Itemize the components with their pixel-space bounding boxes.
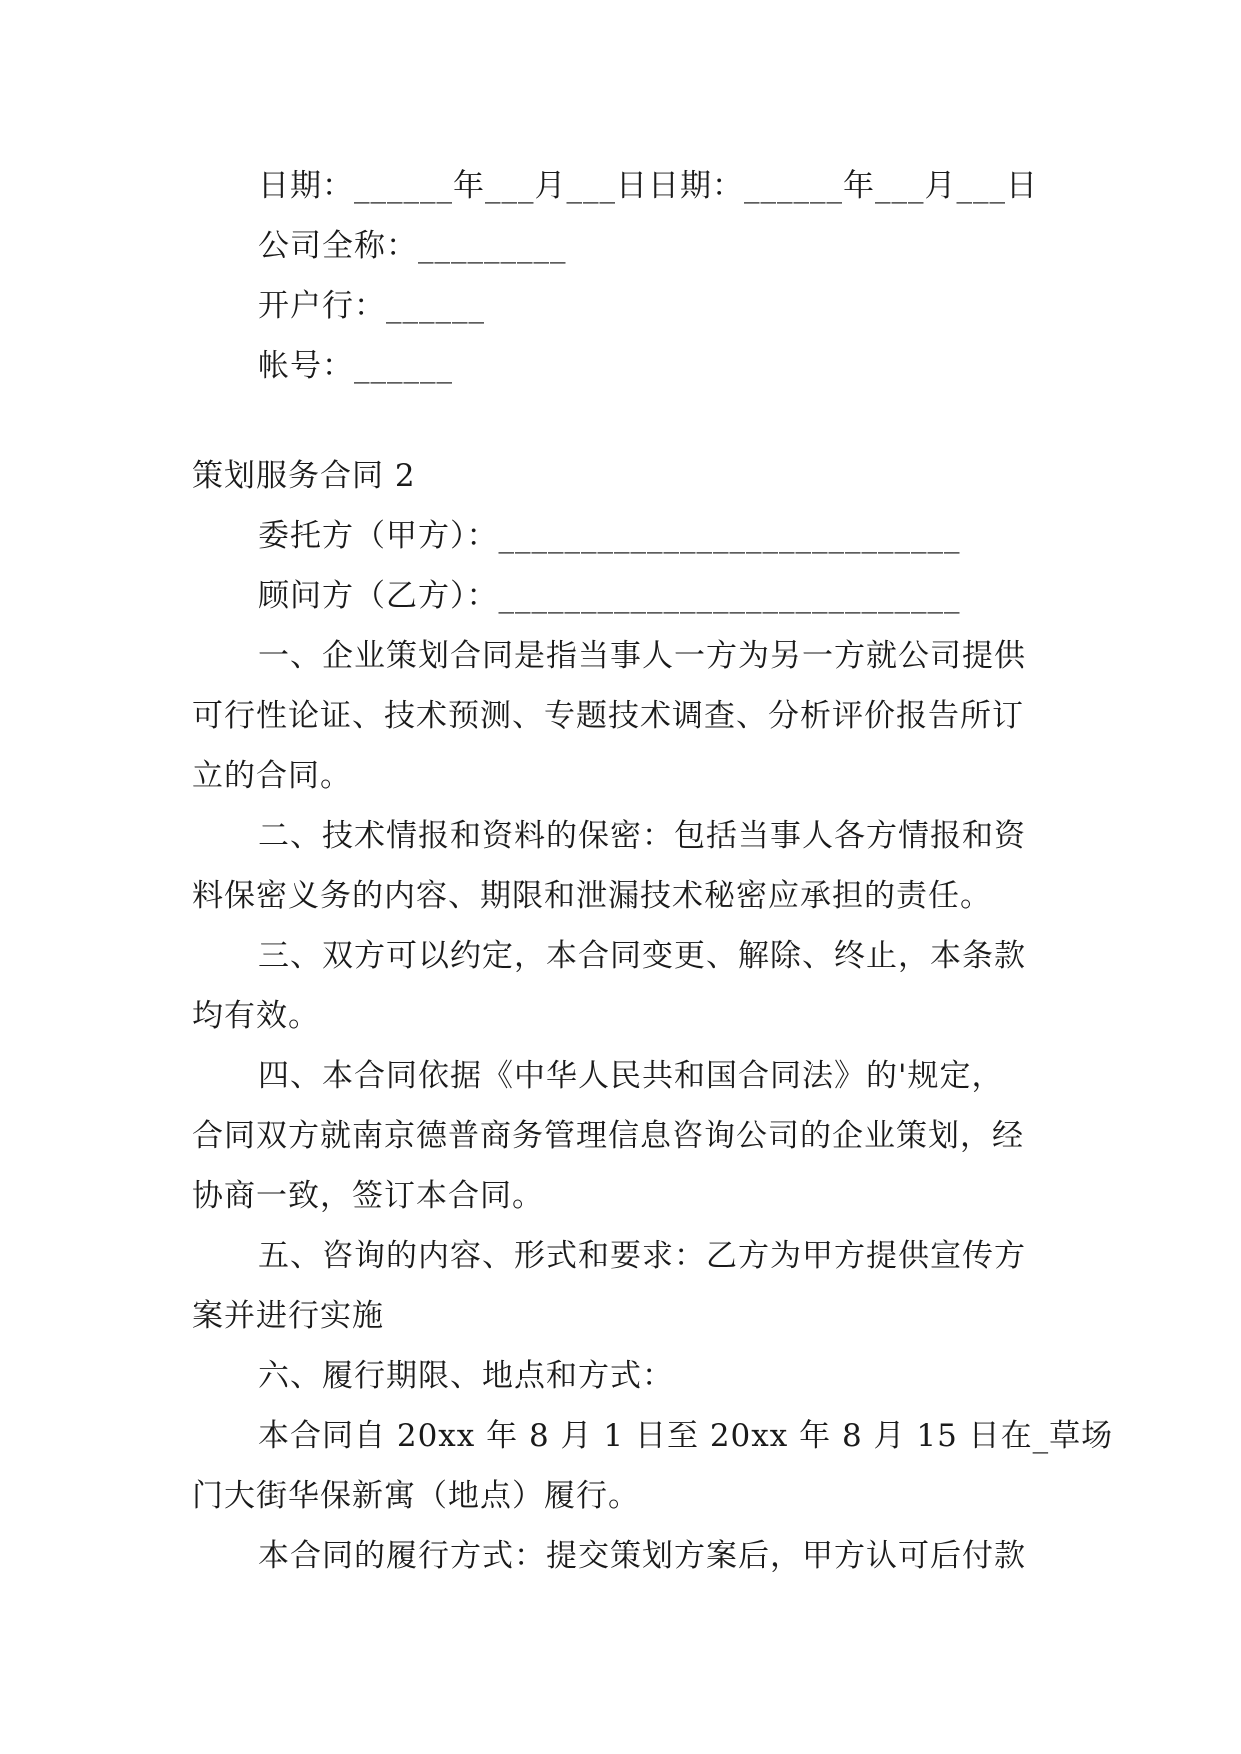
clause-3-line-1: 三、双方可以约定，本合同变更、解除、终止，本条款 bbox=[258, 938, 1026, 974]
company-name-line: 公司全称：_________ bbox=[258, 228, 567, 264]
clause-2-line-1: 二、技术情报和资料的保密：包括当事人各方情报和资 bbox=[258, 818, 1026, 854]
account-line: 帐号：______ bbox=[258, 348, 453, 384]
clause-3-line-2: 均有效。 bbox=[192, 998, 320, 1034]
payment-method-line: 本合同的履行方式：提交策划方案后，甲方认可后付款 bbox=[258, 1538, 1026, 1574]
clause-2-line-2: 料保密义务的内容、期限和泄漏技术秘密应承担的责任。 bbox=[192, 878, 992, 914]
clause-5-line-2: 案并进行实施 bbox=[192, 1298, 384, 1334]
bank-line: 开户行：______ bbox=[258, 288, 485, 324]
clause-1-line-2: 可行性论证、技术预测、专题技术调查、分析评价报告所订 bbox=[192, 698, 1024, 734]
consultant-party-line: 顾问方（乙方）：____________________________ bbox=[258, 578, 961, 614]
term-line-1: 本合同自 20xx 年 8 月 1 日至 20xx 年 8 月 15 日在_草场 bbox=[258, 1418, 1114, 1454]
clause-4-line-2: 合同双方就南京德普商务管理信息咨询公司的企业策划，经 bbox=[192, 1118, 1024, 1154]
clause-1-line-3: 立的合同。 bbox=[192, 758, 352, 794]
clause-1-line-1: 一、企业策划合同是指当事人一方为另一方就公司提供 bbox=[258, 638, 1026, 674]
clause-5-line-1: 五、咨询的内容、形式和要求：乙方为甲方提供宣传方 bbox=[258, 1238, 1026, 1274]
term-line-2: 门大街华保新寓（地点）履行。 bbox=[192, 1478, 640, 1514]
client-party-line: 委托方（甲方）：____________________________ bbox=[258, 518, 961, 554]
clause-4-line-3: 协商一致，签订本合同。 bbox=[192, 1178, 544, 1214]
date-line: 日期：______年___月___日日期：______年___月___日 bbox=[258, 168, 1038, 204]
contract-title: 策划服务合同 2 bbox=[192, 458, 416, 494]
clause-6-line-1: 六、履行期限、地点和方式： bbox=[258, 1358, 674, 1394]
clause-4-line-1: 四、本合同依据《中华人民共和国合同法》的'规定， bbox=[258, 1058, 1004, 1094]
